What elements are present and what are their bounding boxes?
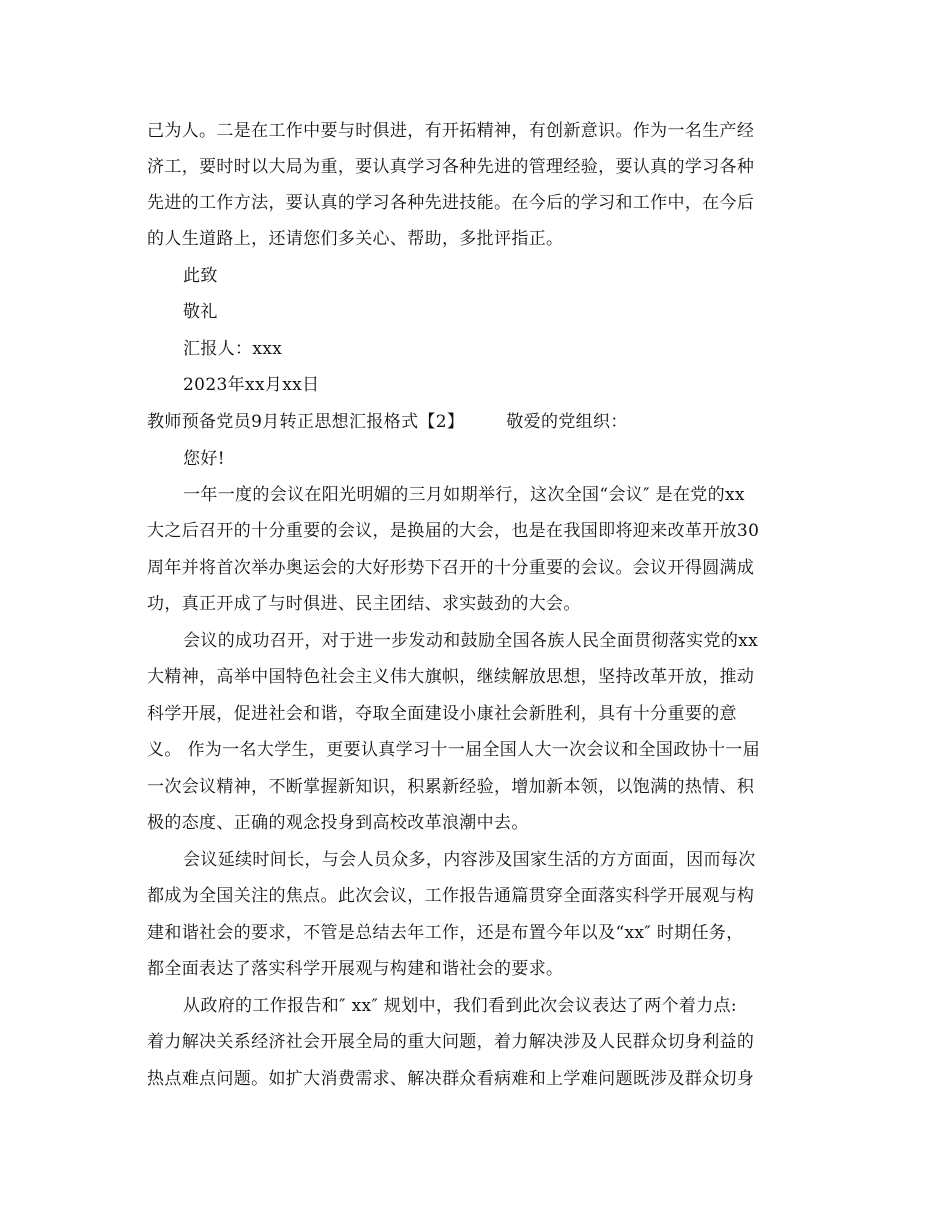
text-line: 济工，要时时以大局为重，要认真学习各种先进的管理经验，要认真的学习各种 <box>147 157 755 177</box>
text-line: 建和谐社会的要求，不管是总结去年工作，还是布置今年以及“xx″ 时期任务， <box>147 923 744 943</box>
text-line: 大之后召开的十分重要的会议，是换届的大会，也是在我国即将迎来改革开放30 <box>147 521 760 541</box>
text-line: 热点难点问题。如扩大消费需求、解决群众看病难和上学难问题既涉及群众切身 <box>147 1069 755 1089</box>
text-line: 先进的工作方法，要认真的学习各种先进技能。在今后的学习和工作中，在今后 <box>147 193 755 213</box>
text-line: 大精神，高举中国特色社会主义伟大旗帜，继续解放思想，坚持改革开放，推动 <box>147 667 755 687</box>
text-line: 周年并将首次举办奥运会的大好形势下召开的十分重要的会议。会议开得圆满成 <box>147 558 755 578</box>
greeting-line: 您好! <box>183 449 225 469</box>
section-heading <box>147 412 807 432</box>
text-line: 一年一度的会议在阳光明媚的三月如期举行，这次全国“会议″ 是在党的xx <box>183 485 745 505</box>
date-line: 2023年xx月xx日 <box>183 375 320 395</box>
text-line: 科学开展，促进社会和谐，夺取全面建设小康社会新胜利，具有十分重要的意 <box>147 704 737 724</box>
text-line: 一次会议精神，不断掌握新知识，积累新经验，增加新本领，以饱满的热情、积 <box>147 777 755 797</box>
closing-line: 敬礼 <box>183 302 218 322</box>
text-line: 着力解决关系经济社会开展全局的重大问题，着力解决涉及人民群众切身利益的 <box>147 1032 755 1052</box>
section-title: 教师预备党员9月转正思想汇报格式【2】 <box>147 412 465 432</box>
text-line: 义。 作为一名大学生，更要认真学习十一届全国人大一次会议和全国政协十一届 <box>147 740 761 760</box>
text-line: 会议的成功召开，对于进一步发动和鼓励全国各族人民全面贯彻落实党的xx <box>183 631 759 651</box>
text-line: 的人生道路上，还请您们多关心、帮助，多批评指正。 <box>147 229 564 249</box>
text-line: 极的态度、正确的观念投身到高校改革浪潮中去。 <box>147 813 529 833</box>
text-line: 都成为全国关注的焦点。此次会议，工作报告通篇贯穿全面落实科学开展观与构 <box>147 886 755 906</box>
text-line: 会议延续时间长，与会人员众多，内容涉及国家生活的方方面面，因而每次 <box>183 850 756 870</box>
text-line: 功，真正开成了与时俱进、民主团结、求实鼓劲的大会。 <box>147 594 581 614</box>
text-line: 己为人。二是在工作中要与时俱进，有开拓精神，有创新意识。作为一名生产经 <box>147 121 755 141</box>
closing-line: 此致 <box>183 266 218 286</box>
text-line: 都全面表达了落实科学开展观与构建和谐社会的要求。 <box>147 959 564 979</box>
salutation: 敬爱的党组织： <box>506 412 628 432</box>
reporter-line: 汇报人：xxx <box>183 339 283 359</box>
text-line: 从政府的工作报告和″ xx″ 规划中，我们看到此次会议表达了两个着力点: <box>183 996 738 1016</box>
